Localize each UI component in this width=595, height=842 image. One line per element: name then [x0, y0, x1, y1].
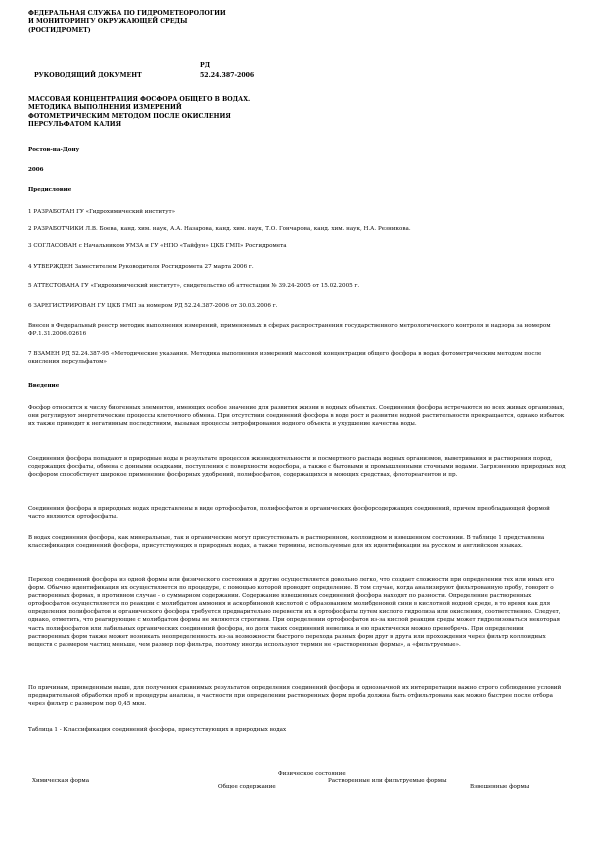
year: 2006: [28, 167, 44, 173]
column-header: Общее содержание: [218, 784, 276, 791]
preface-item: 1 РАЗРАБОТАН ГУ «Гидрохимический институт»: [28, 209, 176, 215]
preface-item: 3 СОГЛАСОВАН с Начальником УМЗА и ГУ «НПО «Тайфун» ЦКБ ГМП» Росгидромета: [28, 243, 287, 249]
intro-paragraph: По причинам, приведенным выше, для получения сравнимых результатов определения соединений фосфора и однозначной их интерпретации важно строго соблюдение условий предварительной обработки проб и процедуры анализа, в частности при определении растворенных форм проба должна быть отфильтрована как можно быстрее после отбора через фильтр с размером пор 0,45 мкм.: [28, 685, 562, 708]
title-line: ПЕРСУЛЬФАТОМ КАЛИЯ: [28, 121, 122, 129]
rd-number: 52.24.387-2006: [200, 72, 255, 79]
organization-line: И МОНИТОРИНГУ ОКРУЖАЮЩЕЙ СРЕДЫ: [28, 18, 188, 26]
intro-heading: Введение: [28, 383, 60, 389]
preface-heading: Предисловие: [28, 187, 72, 193]
organization-name: [28, 10, 566, 35]
table-caption: Таблица 1 - Классификация соединений фосфора, присутствующих в природных водах: [28, 727, 287, 733]
intro-paragraph: Фосфор относится к числу биогенных элементов, имеющих особое значение для развития жизни в водных объектах. Соединения фосфора встречаются во всех живых организмах, они регулируют энергетические процессы клеточного обмена. При отсутствии соединений фосфора в воде рост и развитие водной растительности прекращается, однако избыток их также приводит к негативным последствиям, вызывая процессы эвтрофирования водного объекта и ухудшение качества воды.: [28, 405, 565, 428]
preface-item: 4 УТВЕРЖДЕН Заместителем Руководителя Росгидромета 27 марта 2006 г.: [28, 264, 254, 270]
preface-item: 7 ВЗАМЕН РД 52.24.387-95 «Методические указания. Методика выполнения измерений массовой концентрации общего фосфора в водах фотометрическим методом после окисления персульфатом»: [28, 351, 542, 366]
preface-item: Внесен в Федеральный реестр методик выполнения измерений, применяемых в сферах распространения государственного метрологического контроля и надзора за номером ФР.1.31.2006.02616: [28, 323, 551, 338]
column-header: Взвешенные формы: [470, 784, 530, 791]
city: Ростов-на-Дону: [28, 147, 80, 153]
column-header: Растворенные или фильтруемые формы: [328, 778, 447, 785]
title-line: МАССОВАЯ КОНЦЕНТРАЦИЯ ФОСФОРА ОБЩЕГО В ВОДАХ.: [28, 96, 251, 103]
organization-line: ФЕДЕРАЛЬНАЯ СЛУЖБА ПО ГИДРОМЕТЕОРОЛОГИИ: [28, 10, 226, 17]
preface-item: 5 АТТЕСТОВАНА ГУ «Гидрохимический институт», свидетельство об аттестации № 39.24-2005 от 15.02.2005 г.: [28, 283, 360, 289]
classification-table: [28, 771, 566, 791]
intro-paragraph: В водах соединения фосфора, как минеральные, так и органические могут присутствовать в растворенном, коллоидном и взвешенном состоянии. В таблице 1 представлена классификация соединений фосфора, присутствующих в природных водах, а также термины, используемые для их идентификации на русском и английском языках.: [28, 535, 545, 550]
table-header-row: [28, 778, 566, 791]
intro-paragraph: Соединения фосфора попадают в природные воды в результате процессов жизнедеятельности и посмертного распада водных организмов, выветривания и растворения пород, содержащих фосфаты, обмена с донными осадками, поступления с поверхности водосбора, а также с бытовыми и промышленными сточными водами. Загрязнению природных вод фосфором способствует широкое применение фосфорных удобрений, полифосфатов, содержащихся в моющих средствах, флотореагентов и пр.: [28, 456, 566, 479]
intro-paragraph: Соединения фосфора в природных водах представлены в виде ортофосфатов, полифосфатов и органических фосфорсодержащих соединений, причем преобладающей формой часто являются ортофосфаты.: [28, 506, 550, 521]
document-title: [28, 96, 566, 130]
table-header-row: [28, 771, 566, 778]
column-header: Химическая форма: [32, 778, 90, 785]
preface-item: 2 РАЗРАБОТЧИКИ Л.В. Боева, канд. хим. наук, А.А. Назарова, канд. хим. наук, Т.О. Гончарова, канд. хим. наук, Н.А. Резникова.: [28, 226, 411, 232]
document-type: РУКОВОДЯЩИЙ ДОКУМЕНТ: [34, 72, 142, 79]
organization-line: (РОСГИДРОМЕТ): [28, 26, 91, 34]
group-header: Физическое состояние: [278, 771, 346, 777]
preface-item: 6 ЗАРЕГИСТРИРОВАН ГУ ЦКБ ГМП за номером РД 52.24.387-2006 от 30.03.2006 г.: [28, 303, 278, 309]
intro-paragraph: Переход соединений фосфора из одной формы или физического состояния в другие осуществляется довольно легко, что создает сложности при определении тех или иных его форм. Обычно идентификация их осуществляется по процедуре, с помощью которой проводят определение. В том случае, когда анализируют фильтрованную пробу, говорят о растворенных формах, в противном случае - о суммарном содержании. Содержание взвешенных соединений фосфора находят по разности. Определение растворенных ортофосфатов осуществляется по реакции с молибдатом аммония и аскорбиновой кислотой с образованием молибденовой сини в кислотной водной среде, в то время как для определения полифосфатов и органического фосфора требуется предварительно перевести их в ортофосфаты путем кислого гидролиза или окисления, соответственно. Следует, однако, отметить, что реагирующие с молибдатом формы не являются строгими. При определении ортофосфатов из-за кислой реакции среды может гидролизоваться некоторая часть полифосфатов или лабильных органических соединений фосфора, но доля таких соединений невелика и ею практически можно пренебречь. При определении растворенных форм также может возникать неопределенность из-за возможности быстрого перехода разных форм друг в друга или прохождения через фильтр коллоидных веществ с размером частиц меньше, чем размер пор фильтра, поэтому иногда используют термин не «растворенные формы», а «фильтруемые».: [28, 577, 561, 648]
title-line: МЕТОДИКА ВЫПОЛНЕНИЯ ИЗМЕРЕНИЙ: [28, 104, 182, 112]
rd-label: РД: [200, 62, 211, 69]
title-line: ФОТОМЕТРИЧЕСКИМ МЕТОДОМ ПОСЛЕ ОКИСЛЕНИЯ: [28, 112, 231, 120]
